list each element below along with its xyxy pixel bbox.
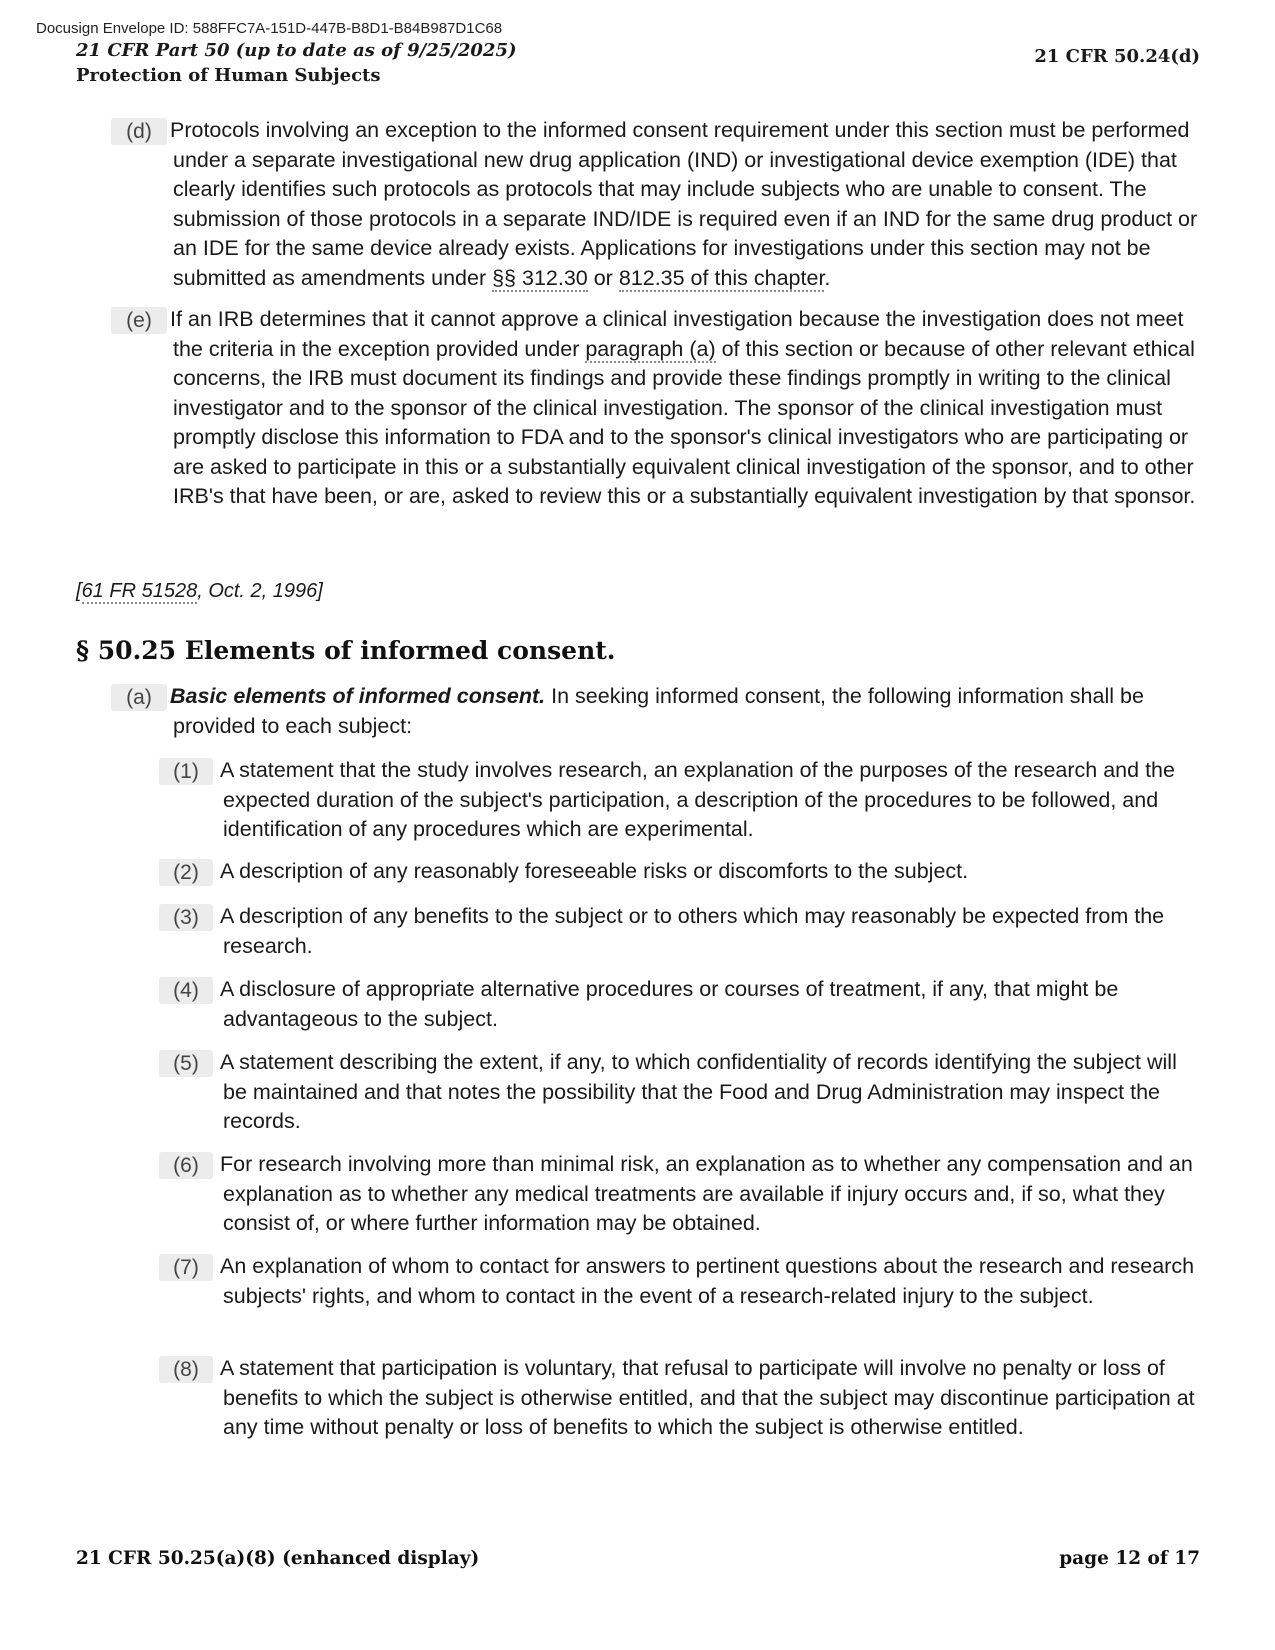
- link-812-35[interactable]: 812.35 of this chapter: [618, 265, 825, 290]
- item-label: (1): [159, 758, 213, 785]
- item-label: (7): [159, 1254, 213, 1281]
- item-text: A statement describing the extent, if any, to which confidentiality of records identifying the subject will be maintained and that notes the possibility that the Food and Drug Administration may inspect the records.: [220, 1050, 1177, 1133]
- paragraph-a: [126, 682, 1203, 741]
- list-item: [173, 1048, 1205, 1137]
- list-item: [173, 1252, 1205, 1311]
- paragraph-text: Basic elements of informed consent. In seeking informed consent, the following information shall be provided to each subject:: [170, 684, 1144, 738]
- item-label: (5): [159, 1050, 213, 1077]
- section-heading: § 50.25 Elements of informed consent.: [76, 636, 616, 665]
- paragraph-e: [126, 305, 1203, 512]
- list-item: [173, 1354, 1205, 1443]
- source-citation: [61 FR 51528, Oct. 2, 1996]: [76, 580, 323, 602]
- paragraph-text: Protocols involving an exception to the informed consent requirement under this section must be performed under a separate investigational new drug application (IND) or investigational device exemption (IDE) that clearly identifies such protocols as protocols that may include subjects who are unable to consent. The submission of those protocols in a separate IND/IDE is required even if an IND for the same drug product or an IDE for the same device already exists. Applications for investigations under this section may not be submitted as amendments under §§ 312.30 or 812.35 of this chapter.: [170, 118, 1198, 290]
- item-label: (4): [159, 977, 213, 1004]
- header-section-ref: 21 CFR 50.24(d): [1034, 46, 1200, 67]
- link-61-fr-51528[interactable]: 61 FR 51528: [81, 580, 198, 602]
- list-item: [173, 1150, 1205, 1239]
- link-paragraph-a[interactable]: paragraph (a): [585, 336, 716, 361]
- page-number: page 12 of 17: [1059, 1548, 1200, 1569]
- item-label: (8): [159, 1356, 213, 1383]
- header-part-title: 21 CFR Part 50 (up to date as of 9/25/2025): [76, 40, 517, 61]
- item-text: A disclosure of appropriate alternative procedures or courses of treatment, if any, that might be advantageous to the subject.: [220, 977, 1119, 1031]
- paragraph-heading: Basic elements of informed consent.: [170, 684, 546, 708]
- header-subject-title: Protection of Human Subjects: [76, 65, 381, 86]
- docusign-envelope-id: Docusign Envelope ID: 588FFC7A-151D-447B-B8D1-B84B987D1C68: [36, 20, 503, 37]
- item-text: A description of any benefits to the subject or to others which may reasonably be expected from the research.: [220, 904, 1165, 958]
- paragraph-label: (e): [111, 307, 167, 334]
- item-label: (2): [159, 859, 213, 886]
- list-item: [173, 902, 1205, 961]
- list-item: [173, 975, 1205, 1034]
- item-label: (6): [159, 1152, 213, 1179]
- paragraph-label: (d): [111, 118, 167, 145]
- page-header: [76, 38, 516, 88]
- paragraph-d: [126, 116, 1203, 293]
- item-text: For research involving more than minimal risk, an explanation as to whether any compensation and an explanation as to whether any medical treatments are available if injury occurs and, if so, what they consist of, or where further information may be obtained.: [220, 1152, 1193, 1235]
- list-item: [173, 756, 1205, 845]
- item-text: A statement that the study involves research, an explanation of the purposes of the research and the expected duration of the subject's participation, a description of the procedures to be followed, and identification of any procedures which are experimental.: [220, 758, 1175, 841]
- item-label: (3): [159, 904, 213, 931]
- item-text: An explanation of whom to contact for answers to pertinent questions about the research and research subjects' rights, and whom to contact in the event of a research-related injury to the subject.: [220, 1254, 1195, 1308]
- footer-section-ref: 21 CFR 50.25(a)(8) (enhanced display): [76, 1548, 480, 1569]
- item-text: A statement that participation is voluntary, that refusal to participate will involve no penalty or loss of benefits to which the subject is otherwise entitled, and that the subject may discontinue participation at any time without penalty or loss of benefits to which the subject is otherwise entitled.: [220, 1356, 1195, 1439]
- paragraph-label: (a): [111, 684, 167, 711]
- link-312-30[interactable]: §§ 312.30: [492, 265, 588, 290]
- item-text: A description of any reasonably foreseeable risks or discomforts to the subject.: [220, 859, 969, 883]
- list-item: [173, 857, 1205, 887]
- paragraph-text: If an IRB determines that it cannot approve a clinical investigation because the investigation does not meet the criteria in the exception provided under paragraph (a) of this section or because of other relevant ethical concerns, the IRB must document its findings and provide these findings promptly in writing to the clinical investigator and to the sponsor of the clinical investigation. The sponsor of the clinical investigation must promptly disclose this information to FDA and to the sponsor's clinical investigators who are participating or are asked to participate in this or a substantially equivalent clinical investigation of the sponsor, and to other IRB's that have been, or are, asked to review this or a substantially equivalent investigation by that sponsor.: [170, 307, 1196, 508]
